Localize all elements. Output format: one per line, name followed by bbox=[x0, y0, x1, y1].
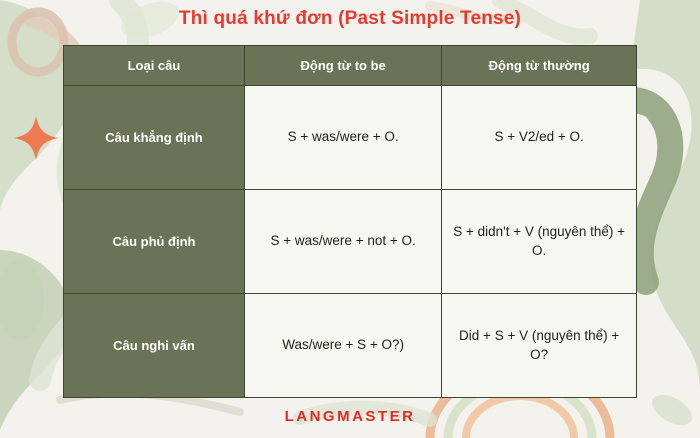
cell-negative-to-be: S + was/were + not + O. bbox=[244, 190, 441, 294]
column-header-sentence-type: Loại câu bbox=[64, 46, 245, 86]
row-label-affirmative: Câu khẳng định bbox=[64, 86, 245, 190]
cell-interrogative-to-be: Was/were + S + O?) bbox=[244, 294, 441, 398]
page-title: Thì quá khứ đơn (Past Simple Tense) bbox=[178, 8, 522, 29]
grammar-table bbox=[63, 45, 637, 398]
sparkle-icon bbox=[14, 116, 58, 160]
cell-affirmative-to-be: S + was/were + O. bbox=[244, 86, 441, 190]
row-label-negative: Câu phủ định bbox=[64, 190, 245, 294]
cell-affirmative-ordinary: S + V2/ed + O. bbox=[442, 86, 637, 190]
table-row bbox=[64, 294, 637, 398]
table-header bbox=[64, 46, 637, 86]
table-body bbox=[64, 86, 637, 398]
column-header-to-be: Động từ to be bbox=[244, 46, 441, 86]
row-label-interrogative: Câu nghi vấn bbox=[64, 294, 245, 398]
cell-interrogative-ordinary: Did + S + V (nguyên thể) + O? bbox=[442, 294, 637, 398]
footer-logo bbox=[0, 408, 700, 426]
brand-name: LANGMASTER bbox=[284, 408, 416, 425]
column-header-ordinary-verb: Động từ thường bbox=[442, 46, 637, 86]
table-row bbox=[64, 190, 637, 294]
table-header-row bbox=[64, 46, 637, 86]
table-row bbox=[64, 86, 637, 190]
grammar-table-container bbox=[63, 45, 637, 398]
cell-negative-ordinary: S + didn't + V (nguyên thể) + O. bbox=[442, 190, 637, 294]
